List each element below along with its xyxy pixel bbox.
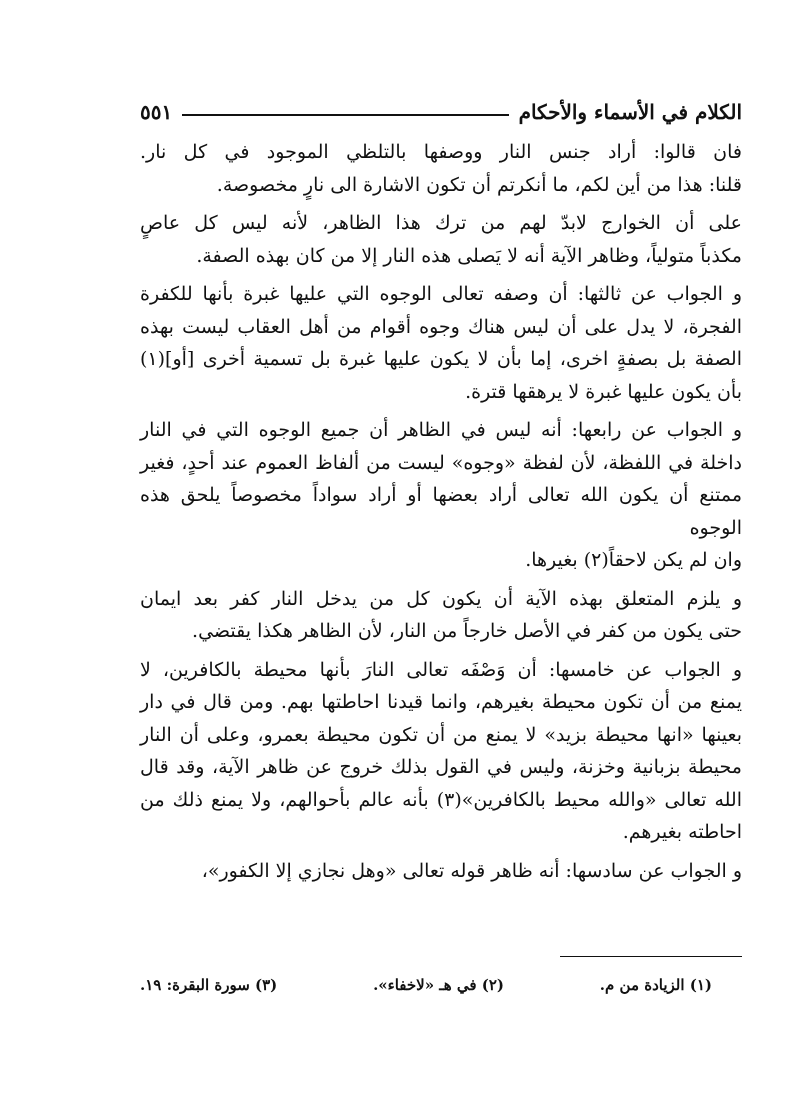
- text-line: محيطة بزبانية وخزنة، وليس في القول بذلك خروج عن ظاهر الآية، وقد قال: [140, 756, 742, 778]
- page-number: ٥٥١: [140, 100, 173, 124]
- paragraph: [140, 207, 742, 272]
- text-line: و يلزم المتعلق بهذه الآية أن يكون كل من يدخل النار كفر بعد ايمان: [140, 587, 742, 610]
- text-line: احاطته بغيرهم.: [622, 821, 742, 843]
- paragraph: [140, 278, 742, 408]
- footnote-2: (٢) في هـ «لاخفاء».: [373, 976, 504, 994]
- text-line: و الجواب عن سادسها: أنه ظاهر قوله تعالى «وهل نجازي إلا الكفور»،: [201, 859, 742, 882]
- footnote-3: (٣) سورة البقرة: ١٩.: [140, 976, 278, 994]
- text-line: ممتنع أن يكون الله تعالى أراد بعضها أو أراد سواداً مخصوصاً يلحق هذه الوجوه: [140, 484, 742, 539]
- text-line: بأن يكون عليها غبرة لا يرهقها قترة.: [465, 380, 742, 403]
- footnote-rule: [560, 956, 742, 957]
- footnote-1: (١) الزيادة من م.: [599, 976, 712, 994]
- text-line: و الجواب عن رابعها: أنه ليس في الظاهر أن جميع الوجوه التي في النار: [140, 419, 742, 441]
- text-line: يمنع من أن تكون محيطة بغيرهم، وانما قيدنا احاطتها بهم. ومن قال في دار: [140, 691, 742, 713]
- paragraph: [140, 136, 742, 201]
- text-line: مكذباً متولياً، وظاهر الآية أنه لا يَصلى هذه النار إلا من كان بهذه الصفة.: [196, 244, 742, 267]
- paragraph: [140, 583, 742, 648]
- text-line: الصفة بل بصفةٍ اخرى، إما بأن لا يكون عليها غبرة بل تسمية أخرى [أو](١): [140, 348, 742, 370]
- body-text: [140, 136, 742, 893]
- text-line: فان قالوا: أراد جنس النار ووصفها بالتلظي الموجود في كل نار.: [140, 141, 742, 163]
- text-line: وان لم يكن لاحقاً(٢) بغيرها.: [525, 549, 742, 571]
- text-line: الله تعالى «والله محيط بالكافرين»(٣) بأنه عالم بأحوالهم، ولا يمنع ذلك من: [140, 788, 742, 811]
- header-rule: [182, 114, 508, 116]
- text-line: داخلة في اللفظة، لأن لفظة «وجوه» ليست من ألفاظ العموم عند أحدٍ، فغير: [140, 451, 742, 474]
- paragraph: [140, 855, 742, 888]
- paragraph: [140, 414, 742, 577]
- text-line: على أن الخوارج لابدّ لهم من ترك هذا الظاهر، لأنه ليس كل عاصٍ: [140, 212, 742, 234]
- text-line: حتى يكون من كفر في الأصل خارجاً من النار، لأن الظاهر هكذا يقتضي.: [192, 620, 742, 642]
- footnotes: [140, 976, 712, 1006]
- paragraph: [140, 654, 742, 849]
- text-line: و الجواب عن ثالثها: أن وصفه تعالى الوجوه التي عليها غبرة بأنها للكفرة: [140, 283, 742, 305]
- text-line: قلنا: هذا من أين لكم، ما أنكرتم أن تكون الاشارة الى نارٍ مخصوصة.: [216, 173, 742, 196]
- page-header: [140, 88, 742, 124]
- running-title: الكلام في الأسماء والأحكام: [518, 100, 742, 124]
- text-line: و الجواب عن خامسها: أن وَصْفَه تعالى النارَ بأنها محيطة بالكافرين، لا: [140, 658, 742, 681]
- text-line: الفجرة، لا يدل على أن ليس هناك وجوه أقوام من أهل العقاب ليست بهذه: [140, 315, 742, 338]
- text-line: بعينها «انها محيطة بزيد» لا يمنع من أن تكون محيطة بعمرو، وعلى أن النار: [140, 723, 742, 746]
